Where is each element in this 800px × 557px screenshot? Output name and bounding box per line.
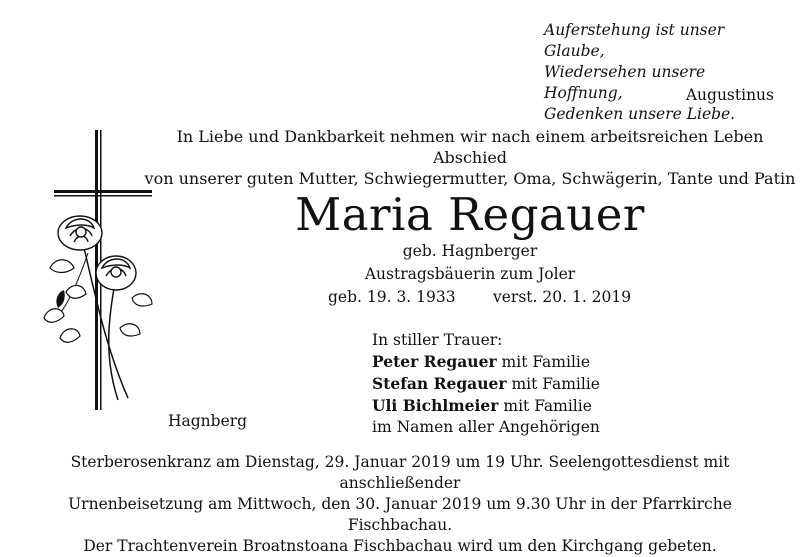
quote-block — [544, 20, 774, 125]
mourner-suffix: mit Familie — [506, 375, 600, 393]
mourner-name: Stefan Regauer — [372, 374, 507, 393]
intro-text — [140, 126, 800, 189]
mourner-name: Peter Regauer — [372, 352, 497, 371]
quote-line-3: Gedenken unsere Liebe. — [544, 105, 736, 123]
mourner-suffix: mit Familie — [498, 397, 592, 415]
mourner-name: Uli Bichlmeier — [372, 396, 499, 415]
mourner-entry — [372, 351, 600, 373]
quote-author: Augustinus — [685, 86, 774, 104]
mourner-entry — [372, 395, 600, 417]
mourners-block — [372, 330, 600, 438]
quote-line-2: Wiedersehen unsere Hoffnung, — [544, 63, 706, 102]
birth-date: geb. 19. 3. 1933 — [328, 288, 456, 306]
mourners-closing: im Namen aller Angehörigen — [372, 418, 600, 436]
service-notice — [20, 452, 780, 557]
maiden-name: geb. Hagnberger — [402, 242, 538, 260]
quote-line-1: Auferstehung ist unser Glaube, — [544, 21, 725, 60]
deceased-title: Austragsbäuerin zum Joler — [364, 265, 576, 283]
intro-line-1: In Liebe und Dankbarkeit nehmen wir nach einem arbeitsreichen Leben Abschied — [176, 127, 764, 167]
mourner-entry — [372, 373, 600, 395]
notice-line-3: Der Trachtenverein Broatnstoana Fischbachau wird um den Kirchgang gebeten. — [83, 537, 717, 555]
mourner-suffix: mit Familie — [496, 353, 591, 371]
deceased-name: Maria Regauer — [295, 188, 645, 241]
intro-line-2: von unserer guten Mutter, Schwiegermutter, Oma, Schwägerin, Tante und Patin — [144, 169, 796, 188]
mourners-heading: In stiller Trauer: — [372, 331, 503, 349]
notice-line-1: Sterberosenkranz am Dienstag, 29. Januar 2019 um 19 Uhr. Seelengottesdienst mit anschließender — [70, 453, 730, 492]
location: Hagnberg — [168, 412, 248, 430]
death-date: verst. 20. 1. 2019 — [493, 288, 632, 306]
notice-line-2: Urnenbeisetzung am Mittwoch, den 30. Januar 2019 um 9.30 Uhr in der Pfarrkirche Fischbachau. — [68, 495, 732, 534]
